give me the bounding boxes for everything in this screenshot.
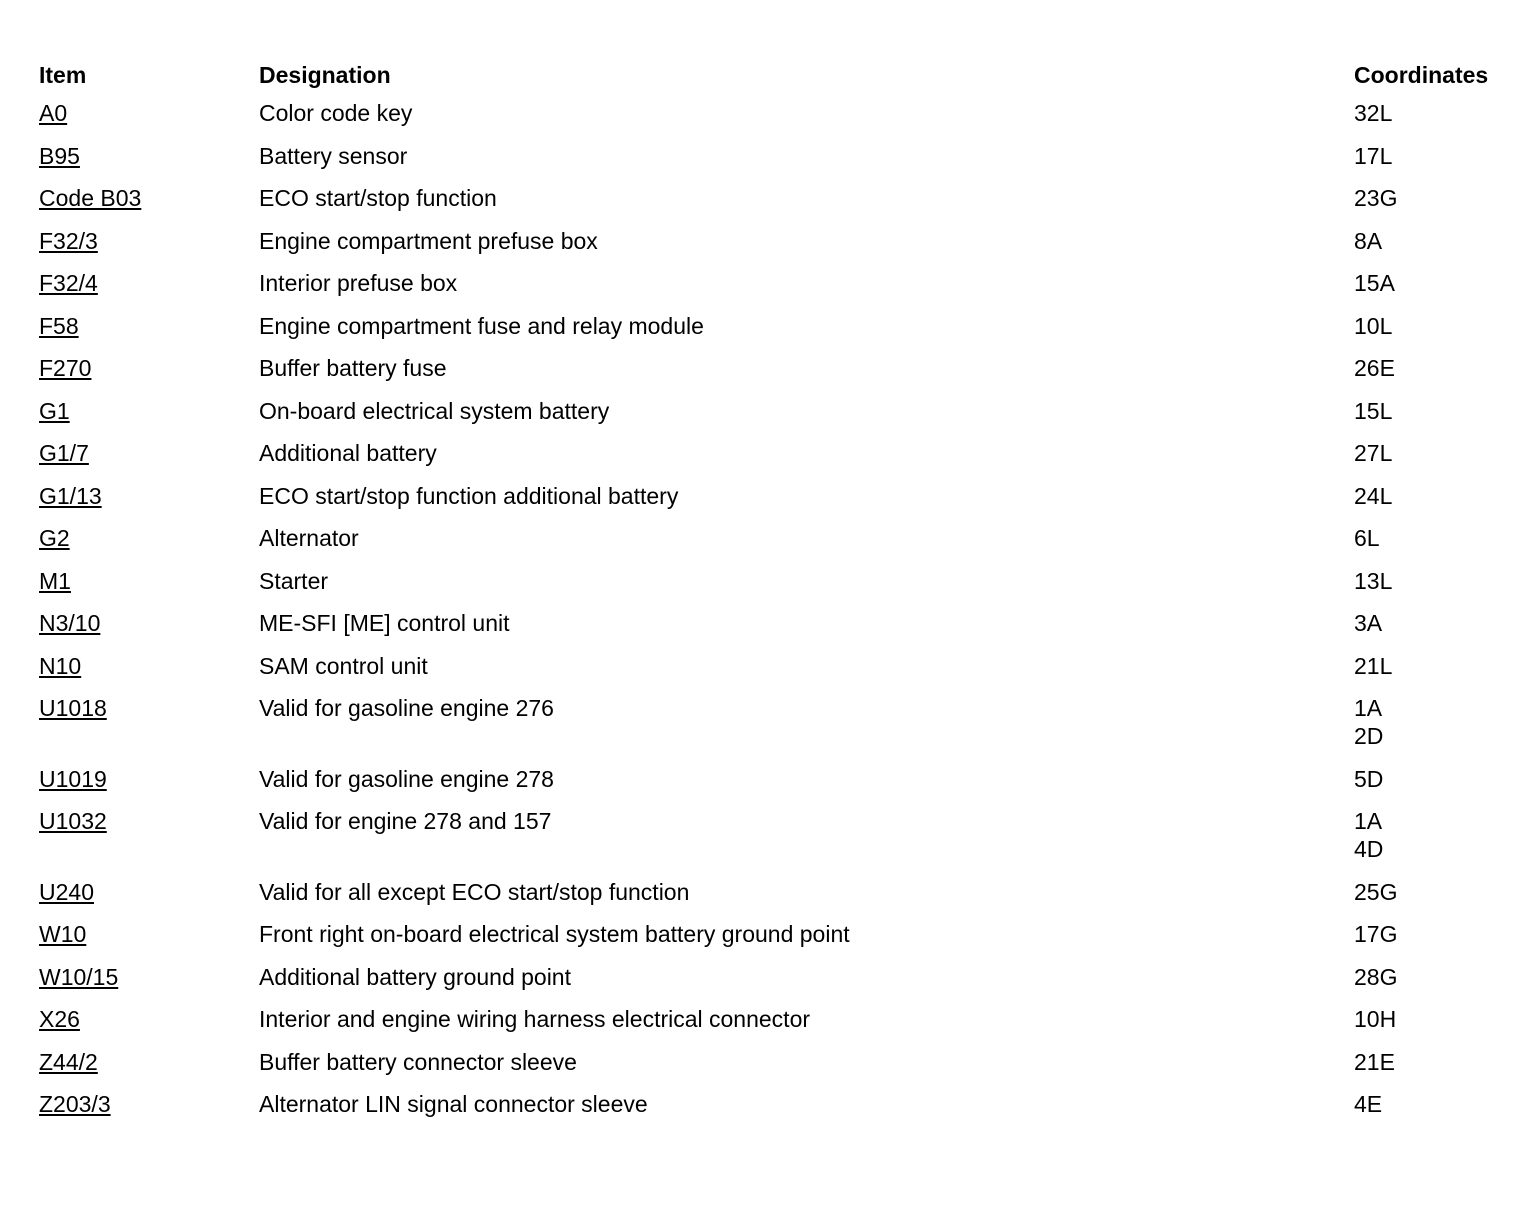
coordinate-value: 26E bbox=[1354, 355, 1395, 381]
designation-cell: Color code key bbox=[259, 100, 413, 126]
item-link[interactable]: U1032 bbox=[39, 808, 107, 834]
coordinate-value: 1A bbox=[1354, 695, 1383, 721]
coordinates-cell bbox=[1354, 479, 1519, 522]
coordinates-cell bbox=[1354, 762, 1519, 805]
coordinate-value: 15L bbox=[1354, 397, 1393, 424]
coordinate-value: 27L bbox=[1354, 440, 1393, 466]
table-row bbox=[39, 649, 1519, 692]
coordinates-cell bbox=[1354, 691, 1519, 762]
coordinates-cell bbox=[1354, 1002, 1519, 1045]
item-cell bbox=[39, 479, 259, 522]
coordinates-cell bbox=[1354, 96, 1519, 139]
table-row bbox=[39, 1002, 1519, 1045]
component-legend-table bbox=[39, 58, 1519, 1130]
column-header-coordinates: Coordinates bbox=[1354, 62, 1489, 88]
item-cell bbox=[39, 564, 259, 607]
item-link[interactable]: G1/13 bbox=[39, 482, 102, 509]
coordinates-cell bbox=[1354, 606, 1519, 649]
coordinate-value: 15A bbox=[1354, 270, 1395, 296]
designation-cell: On-board electrical system battery bbox=[259, 397, 610, 424]
table-row bbox=[39, 875, 1519, 918]
coordinate-value: 8A bbox=[1354, 227, 1383, 254]
item-cell bbox=[39, 1002, 259, 1045]
item-cell bbox=[39, 394, 259, 437]
coordinate-value: 4E bbox=[1354, 1091, 1383, 1117]
item-link[interactable]: W10/15 bbox=[39, 963, 119, 990]
coordinates-cell bbox=[1354, 224, 1519, 267]
coordinate-value: 2D bbox=[1354, 723, 1384, 749]
coordinates-cell bbox=[1354, 436, 1519, 479]
designation-cell: ECO start/stop function bbox=[259, 185, 497, 211]
table-row bbox=[39, 606, 1519, 649]
coordinates-cell bbox=[1354, 266, 1519, 309]
table-row bbox=[39, 691, 1519, 762]
item-cell bbox=[39, 139, 259, 182]
item-link[interactable]: Code B03 bbox=[39, 185, 142, 211]
coordinate-value: 6L bbox=[1354, 525, 1380, 551]
designation-cell: Valid for engine 278 and 157 bbox=[259, 808, 552, 834]
table-row bbox=[39, 224, 1519, 267]
item-cell bbox=[39, 266, 259, 309]
coordinate-value: 32L bbox=[1354, 100, 1393, 126]
table-row bbox=[39, 1087, 1519, 1130]
table-row bbox=[39, 436, 1519, 479]
item-cell bbox=[39, 606, 259, 649]
designation-cell: Interior and engine wiring harness electrical connector bbox=[259, 1006, 811, 1032]
table-header-row bbox=[39, 58, 1519, 96]
table-row bbox=[39, 917, 1519, 960]
item-cell bbox=[39, 521, 259, 564]
item-link[interactable]: X26 bbox=[39, 1006, 80, 1032]
item-cell bbox=[39, 96, 259, 139]
item-cell bbox=[39, 691, 259, 762]
item-link[interactable]: N10 bbox=[39, 652, 82, 679]
designation-cell: Buffer battery fuse bbox=[259, 355, 447, 381]
item-cell bbox=[39, 762, 259, 805]
designation-cell: SAM control unit bbox=[259, 652, 428, 679]
table-row bbox=[39, 479, 1519, 522]
coordinates-cell bbox=[1354, 1087, 1519, 1130]
coordinates-cell bbox=[1354, 309, 1519, 352]
coordinate-value: 21L bbox=[1354, 652, 1393, 679]
item-cell bbox=[39, 875, 259, 918]
item-cell bbox=[39, 1045, 259, 1088]
coordinates-cell bbox=[1354, 960, 1519, 1003]
coordinates-cell bbox=[1354, 181, 1519, 224]
table-row bbox=[39, 1045, 1519, 1088]
item-cell bbox=[39, 436, 259, 479]
item-link[interactable]: B95 bbox=[39, 142, 80, 169]
item-link[interactable]: F32/4 bbox=[39, 270, 98, 296]
designation-cell: Valid for all except ECO start/stop function bbox=[259, 878, 690, 905]
coordinate-value: 4D bbox=[1354, 836, 1384, 862]
item-link[interactable]: N3/10 bbox=[39, 610, 101, 636]
item-link[interactable]: U1018 bbox=[39, 695, 107, 721]
designation-cell: Additional battery bbox=[259, 440, 437, 466]
designation-cell: Valid for gasoline engine 278 bbox=[259, 765, 554, 792]
table-row bbox=[39, 521, 1519, 564]
item-link[interactable]: A0 bbox=[39, 100, 68, 126]
coordinate-value: 3A bbox=[1354, 610, 1383, 636]
table-row bbox=[39, 139, 1519, 182]
table-body bbox=[39, 96, 1519, 1130]
item-cell bbox=[39, 181, 259, 224]
item-link[interactable]: Z203/3 bbox=[39, 1091, 111, 1117]
coordinate-value: 5D bbox=[1354, 765, 1384, 792]
coordinate-value: 10H bbox=[1354, 1006, 1397, 1032]
table-row bbox=[39, 309, 1519, 352]
table-row bbox=[39, 960, 1519, 1003]
designation-cell: Alternator LIN signal connector sleeve bbox=[259, 1091, 648, 1117]
coordinate-value: 24L bbox=[1354, 482, 1393, 509]
item-cell bbox=[39, 804, 259, 875]
table-row bbox=[39, 564, 1519, 607]
designation-cell: Engine compartment fuse and relay module bbox=[259, 312, 704, 339]
item-cell bbox=[39, 309, 259, 352]
table-row bbox=[39, 762, 1519, 805]
coordinates-cell bbox=[1354, 649, 1519, 692]
table-row bbox=[39, 394, 1519, 437]
item-cell bbox=[39, 649, 259, 692]
designation-cell: ME-SFI [ME] control unit bbox=[259, 610, 510, 636]
item-link[interactable]: U240 bbox=[39, 878, 94, 905]
coordinate-value: 23G bbox=[1354, 185, 1398, 211]
coordinates-cell bbox=[1354, 521, 1519, 564]
item-link[interactable]: F270 bbox=[39, 355, 92, 381]
designation-cell: Interior prefuse box bbox=[259, 270, 458, 296]
item-cell bbox=[39, 917, 259, 960]
column-header-item: Item bbox=[39, 62, 87, 88]
designation-cell: Front right on-board electrical system battery ground point bbox=[259, 921, 850, 947]
item-link[interactable]: F32/3 bbox=[39, 227, 98, 254]
designation-cell: Alternator bbox=[259, 525, 359, 551]
table-row bbox=[39, 804, 1519, 875]
coordinates-cell bbox=[1354, 917, 1519, 960]
coordinate-value: 17G bbox=[1354, 921, 1398, 947]
item-link[interactable]: G2 bbox=[39, 525, 70, 551]
coordinate-value: 13L bbox=[1354, 567, 1393, 594]
table-row bbox=[39, 181, 1519, 224]
coordinates-cell bbox=[1354, 1045, 1519, 1088]
coordinate-value: 28G bbox=[1354, 963, 1398, 990]
item-link[interactable]: F58 bbox=[39, 312, 79, 339]
table-row bbox=[39, 351, 1519, 394]
item-link[interactable]: M1 bbox=[39, 567, 71, 594]
table-row bbox=[39, 266, 1519, 309]
item-link[interactable]: U1019 bbox=[39, 765, 107, 792]
coordinates-cell bbox=[1354, 564, 1519, 607]
item-link[interactable]: W10 bbox=[39, 921, 87, 947]
coordinates-cell bbox=[1354, 394, 1519, 437]
item-cell bbox=[39, 224, 259, 267]
coordinates-cell bbox=[1354, 351, 1519, 394]
designation-cell: ECO start/stop function additional battery bbox=[259, 482, 679, 509]
item-link[interactable]: G1/7 bbox=[39, 440, 89, 466]
designation-cell: Valid for gasoline engine 276 bbox=[259, 695, 554, 721]
designation-cell: Battery sensor bbox=[259, 142, 408, 169]
item-cell bbox=[39, 960, 259, 1003]
coordinates-cell bbox=[1354, 875, 1519, 918]
item-link[interactable]: Z44/2 bbox=[39, 1048, 98, 1075]
column-header-designation: Designation bbox=[259, 62, 391, 88]
coordinate-value: 10L bbox=[1354, 312, 1393, 339]
table-row bbox=[39, 96, 1519, 139]
item-cell bbox=[39, 351, 259, 394]
designation-cell: Buffer battery connector sleeve bbox=[259, 1048, 577, 1075]
designation-cell: Additional battery ground point bbox=[259, 963, 571, 990]
coordinates-cell bbox=[1354, 804, 1519, 875]
item-cell bbox=[39, 1087, 259, 1130]
coordinate-value: 25G bbox=[1354, 878, 1398, 905]
designation-cell: Starter bbox=[259, 567, 329, 594]
coordinate-value: 1A bbox=[1354, 808, 1383, 834]
coordinates-cell bbox=[1354, 139, 1519, 182]
item-link[interactable]: G1 bbox=[39, 397, 70, 424]
designation-cell: Engine compartment prefuse box bbox=[259, 227, 598, 254]
coordinate-value: 21E bbox=[1354, 1048, 1395, 1075]
coordinate-value: 17L bbox=[1354, 142, 1393, 169]
